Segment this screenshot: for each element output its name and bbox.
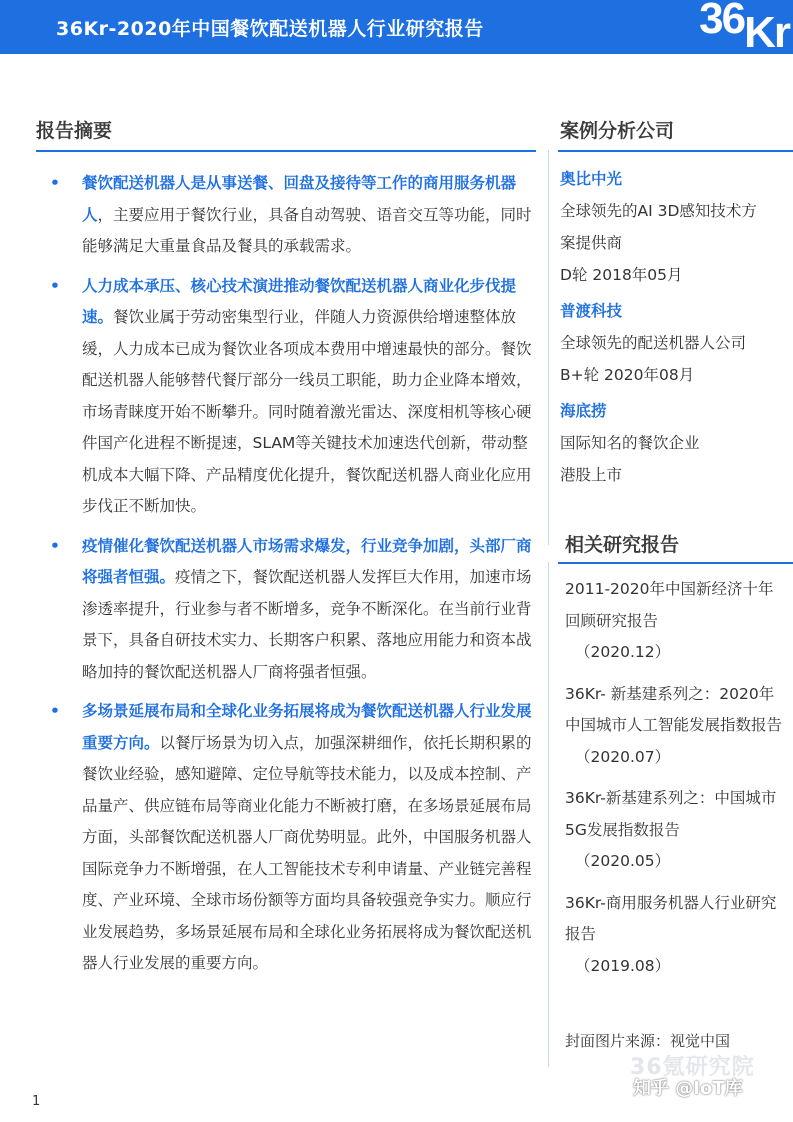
logo-digits: 36 — [699, 0, 745, 43]
column-separator — [548, 150, 549, 545]
related-report — [565, 783, 785, 878]
summary-bullet — [36, 531, 536, 689]
summary-heading: 报告摘要 — [36, 120, 113, 142]
report-date: （2020.07） — [575, 747, 671, 766]
bullet-dot-icon: • — [50, 276, 60, 295]
report-name: 36Kr-新基建系列之：中国城市5G发展指数报告 — [565, 789, 777, 839]
company-detail: 全球领先的配送机器人公司 — [560, 334, 747, 352]
summary-bullet — [36, 696, 536, 980]
bullet-lead: 疫情催化餐饮配送机器人市场需求爆发，行业竞争加剧，头部厂商将强者恒强。 — [82, 536, 532, 586]
report-name: 36Kr-商用服务机器人行业研究报告 — [565, 893, 777, 943]
summary-list — [36, 168, 536, 988]
bullet-body: 餐饮业属于劳动密集型行业，伴随人力资源供给增速整体放缓，人力成本已成为餐饮业各项成本费用中增速最快的部分。餐饮配送机器人能够替代餐厅部分一线员工职能，助力企业降本增效，市场青睐度开始不断攀升。同时随着激光雷达、深度相机等核心硬件国产化进程不断提速，SLAM等关键技术加速迭代创新，带动整机成本大幅下降、产品精度优化提升，餐饮配送机器人商业化应用步伐正不断加快。 — [82, 308, 532, 515]
company-name: 普渡科技 — [560, 302, 623, 320]
company-detail: 国际知名的餐饮企业 — [560, 434, 700, 452]
logo-letters: Kr — [744, 8, 789, 57]
cases-heading: 案例分析公司 — [560, 120, 675, 142]
report-date: （2020.12） — [575, 643, 671, 661]
bullet-lead: 人力成本承压、核心技术演进推动餐饮配送机器人商业化步伐提速。 — [82, 276, 517, 326]
report-name: 36Kr- 新基建系列之：2020年中国城市人工智能发展指数报告 — [565, 684, 783, 734]
company-detail: 案提供商 — [560, 234, 623, 252]
case-company — [560, 395, 790, 491]
company-detail: 全球领先的AI 3D感知技术方 — [560, 202, 757, 220]
column-separator — [548, 562, 549, 1067]
related-heading: 相关研究报告 — [565, 534, 680, 556]
bullet-dot-icon: • — [50, 536, 60, 555]
case-company — [560, 163, 790, 291]
report-date: （2019.08） — [575, 956, 671, 975]
report-name: 2011-2020年中国新经济十年回顾研究报告 — [565, 580, 774, 630]
zhihu-watermark: 知乎 @IoT库 — [633, 1078, 743, 1099]
page-number: 1 — [32, 1094, 41, 1109]
summary-bullet — [36, 271, 536, 523]
bullet-body: 以餐厅场景为切入点，加强深耕细作，依托长期积累的餐饮业经验，感知避障、定位导航等技术能力，以及成本控制、产品量产、供应链布局等商业化能力不断被打磨，在多场景延展布局方面，头部餐饮配送机器人厂商优势明显。此外，中国服务机器人国际竞争力不断增强，在人工智能技术专利申请量、产业链完善程度、产业环境、全球市场份额等方面均具备较强竞争实力。顺应行业发展趋势，多场景延展布局和全球化业务拓展将成为餐饮配送机器人行业发展的重要方向。 — [82, 733, 532, 972]
bullet-lead: 餐饮配送机器人是从事送餐、回盘及接待等工作的商用服务机器人 — [82, 174, 517, 224]
report-title: 36Kr-2020年中国餐饮配送机器人行业研究报告 — [56, 18, 484, 40]
company-detail: B+轮 2020年08月 — [560, 366, 695, 384]
bullet-dot-icon: • — [50, 702, 60, 720]
related-divider — [558, 562, 793, 564]
summary-bullet — [36, 168, 536, 263]
company-detail: D轮 2018年05月 — [560, 266, 683, 284]
company-detail: 港股上市 — [560, 466, 623, 484]
cover-image-source: 封面图片来源：视觉中国 — [565, 1032, 731, 1050]
research-watermark: 36氪研究院 — [630, 1055, 755, 1080]
bullet-body: ，主要应用于餐饮行业，具备自动驾驶、语音交互等功能，同时能够满足大重量食品及餐具的承载需求。 — [82, 205, 532, 255]
related-report — [565, 679, 785, 774]
company-name: 奥比中光 — [560, 170, 623, 188]
header-bar — [0, 0, 793, 57]
bullet-body: 疫情之下，餐饮配送机器人发挥巨大作用，加速市场渗透率提升，行业参与者不断增多，竞争不断深化。在当前行业背景下，具备自研技术实力、长期客户积累、落地应用能力和资本战略加持的餐饮配送机器人厂商将强者恒强。 — [82, 568, 532, 681]
36kr-logo — [699, 0, 789, 57]
related-report — [565, 888, 785, 983]
cases-divider — [558, 150, 793, 152]
company-name: 海底捞 — [560, 402, 607, 420]
case-company-list — [560, 163, 790, 491]
related-report — [565, 574, 785, 669]
summary-divider — [36, 150, 536, 152]
bullet-dot-icon: • — [50, 174, 60, 192]
related-report-list — [565, 574, 785, 992]
case-company — [560, 295, 790, 391]
report-date: （2020.05） — [575, 852, 671, 870]
bullet-lead: 多场景延展布局和全球化业务拓展将成为餐饮配送机器人行业发展重要方向。 — [82, 702, 532, 752]
